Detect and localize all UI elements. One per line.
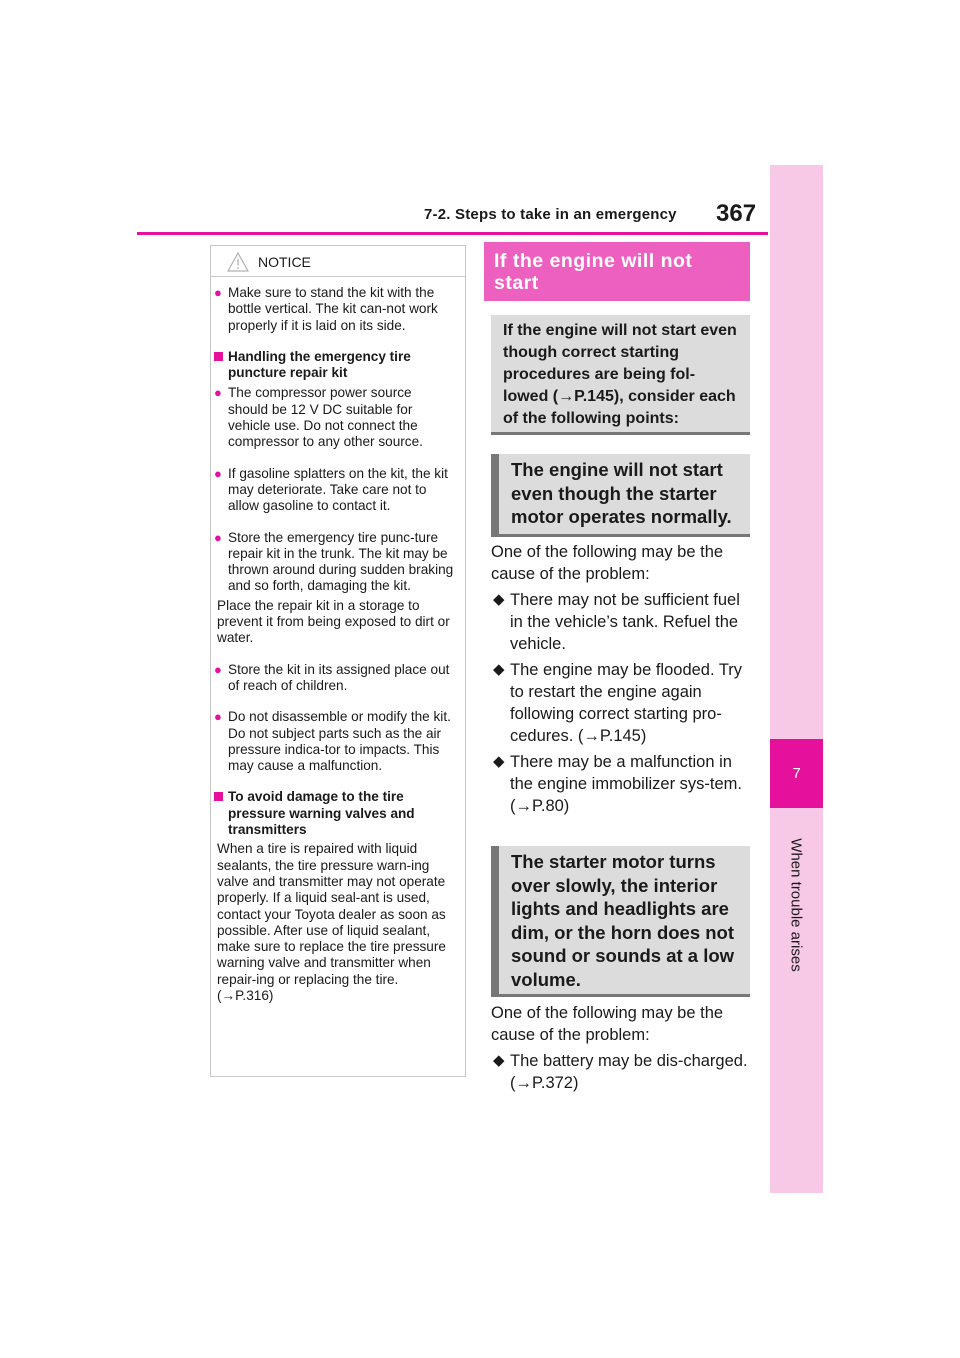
notice-paragraph: Place the repair kit in a storage to prevent it from being exposed to dirt or water. <box>217 597 450 646</box>
bullet-dot-icon: ● <box>214 285 222 300</box>
case2-content <box>491 1002 751 1094</box>
square-bullet-icon <box>214 792 223 801</box>
page-number: 367 <box>716 200 757 227</box>
bullet-dot-icon: ● <box>214 709 222 725</box>
warning-triangle-icon <box>227 252 249 272</box>
bullet-dot-icon: ● <box>214 661 222 677</box>
diamond-bullet-icon: ◆ <box>493 591 505 608</box>
notice-item: ● Make sure to stand the kit with the bottle vertical. The kit can-not work properly if it is laid on its side. <box>214 285 438 333</box>
list-item: ◆ The engine may be flooded. Try to restart the engine again following correct starting pro-cedures. (→P.145) <box>493 661 743 745</box>
main-heading: If the engine will not start <box>484 242 750 301</box>
diamond-bullet-icon: ◆ <box>493 661 505 678</box>
bullet-dot-icon: ● <box>214 385 222 401</box>
notice-body <box>211 277 465 1004</box>
chapter-side-tab <box>770 165 823 1193</box>
notice-item: ● Store the emergency tire punc-ture repair kit in the trunk. The kit may be thrown around during sudden braking and so forth, damaging the kit. <box>214 529 454 594</box>
case1-heading: The engine will not start even though the starter motor operates normally. <box>491 454 750 537</box>
intro-box: If the engine will not start even though correct starting procedures are being fol-lowed (→P.145), consider each of the following points: <box>491 315 750 435</box>
notice-item: ● If gasoline splatters on the kit, the kit may deteriorate. Take care not to allow gasoline to contact it. <box>214 465 448 514</box>
header-rule <box>137 232 768 235</box>
diamond-bullet-icon: ◆ <box>493 753 505 770</box>
bullet-dot-icon: ● <box>214 529 222 545</box>
bullet-dot-icon: ● <box>214 465 222 481</box>
case2-heading: The starter motor turns over slowly, the interior lights and headlights are dim, or the horn does not sound or sounds at a low volume. <box>491 846 750 997</box>
list-item: ◆ There may be a malfunction in the engine immobilizer sys-tem. (→P.80) <box>493 753 742 815</box>
list-item: ◆ The battery may be dis-charged. (→P.372) <box>493 1052 748 1092</box>
notice-item: ● The compressor power source should be 12 V DC suitable for vehicle use. Do not connect the compressor to any other source. <box>214 385 423 450</box>
chapter-label: When trouble arises <box>787 838 805 972</box>
case1-lead: One of the following may be the cause of the problem: <box>491 543 724 583</box>
square-bullet-icon <box>214 352 223 361</box>
diamond-bullet-icon: ◆ <box>493 1052 505 1069</box>
notice-box <box>210 245 466 1077</box>
case2-lead: One of the following may be the cause of the problem: <box>491 1004 724 1044</box>
notice-item: ● Do not disassemble or modify the kit. Do not subject parts such as the air pressure indica-tor to impacts. This may cause a malfunction. <box>214 709 451 774</box>
list-item: ◆ There may not be sufficient fuel in the vehicle’s tank. Refuel the vehicle. <box>493 591 740 653</box>
notice-header <box>211 246 465 277</box>
notice-subheading: Handling the emergency tire puncture repair kit <box>217 349 455 382</box>
section-title: 7-2. Steps to take in an emergency <box>424 206 677 223</box>
chapter-number: 7 <box>770 739 823 808</box>
notice-paragraph: When a tire is repaired with liquid sealants, the tire pressure warn-ing valve and transmitter may not operate properly. If a liquid seal-ant is used, contact your Toyota dealer as soon as possible. After use of liquid sealant, make sure to replace the tire pressure warning valve and transmitter when repair-ing or replacing the tire. (→P.316) <box>217 841 446 1003</box>
notice-item: ● Store the kit in its assigned place out of reach of children. <box>214 661 450 693</box>
notice-title: NOTICE <box>258 254 311 270</box>
case1-content <box>491 541 751 817</box>
notice-subheading: To avoid damage to the tire pressure warning valves and transmitters <box>217 789 455 838</box>
